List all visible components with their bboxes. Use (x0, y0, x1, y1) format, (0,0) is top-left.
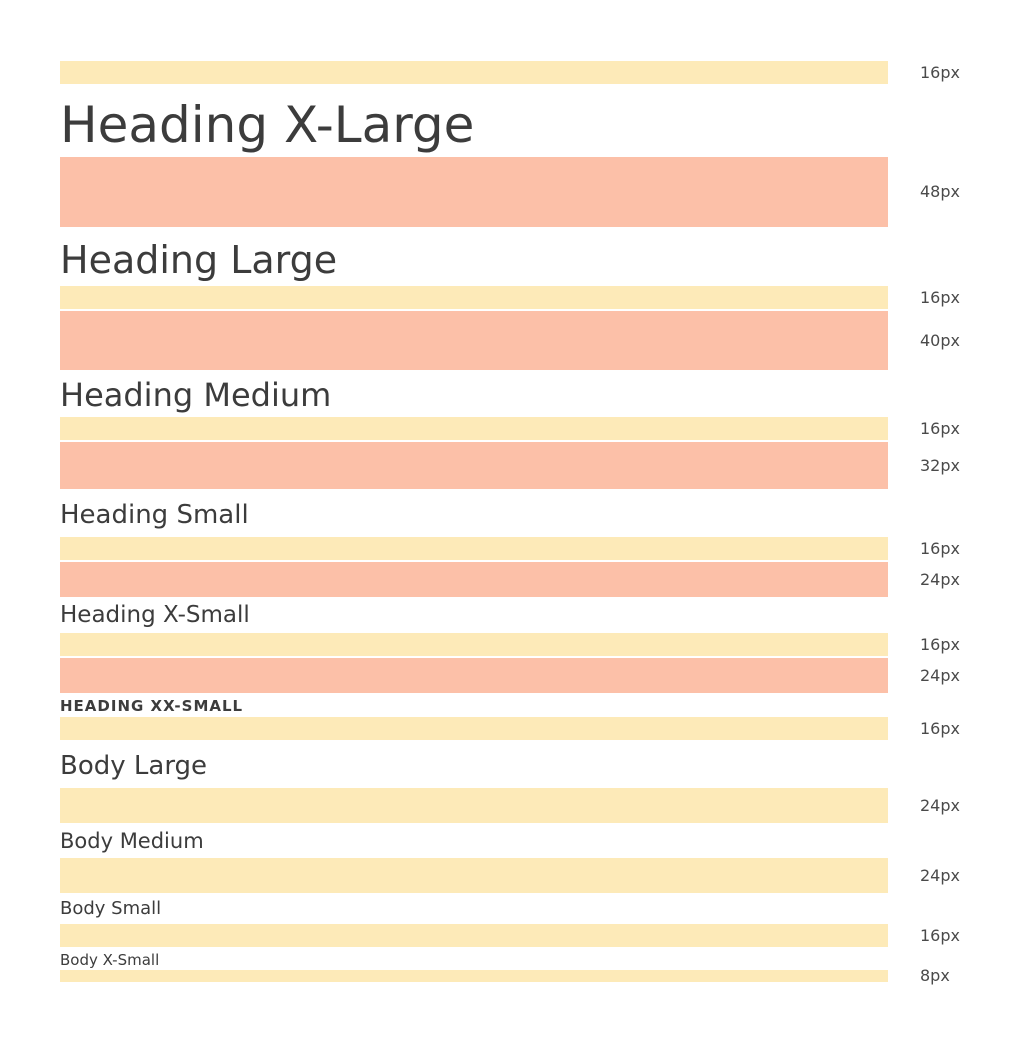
spacing-label: 16px (920, 287, 960, 307)
type-sample-b-s: Body Small (60, 898, 162, 919)
spacing-band-yellow (60, 717, 888, 740)
type-sample-h-l: Heading Large (60, 238, 338, 282)
spacing-label: 40px (920, 330, 960, 350)
spacing-band-yellow (60, 788, 888, 823)
spacing-label: 16px (920, 538, 960, 558)
spacing-band-yellow (60, 537, 888, 560)
spacing-band-salmon (60, 157, 888, 227)
spacing-band-salmon (60, 562, 888, 597)
spacing-band-yellow (60, 417, 888, 440)
spacing-label: 16px (920, 634, 960, 654)
spacing-label: 16px (920, 418, 960, 438)
spacing-label: 24px (920, 665, 960, 685)
spacing-band-yellow (60, 633, 888, 656)
spacing-band-salmon (60, 658, 888, 693)
spacing-band-salmon (60, 442, 888, 489)
type-sample-b-xs: Body X-Small (60, 950, 160, 969)
spacing-label: 48px (920, 182, 960, 201)
spacing-label: 24px (920, 569, 960, 589)
type-sample-h-xl: Heading X-Large (60, 96, 475, 154)
spacing-label: 16px (920, 62, 960, 82)
type-sample-b-l: Body Large (60, 751, 208, 781)
type-sample-h-xxs: HEADING XX-SMALL (60, 696, 244, 715)
spacing-label: 24px (920, 795, 960, 815)
spacing-label: 16px (920, 925, 960, 945)
type-sample-h-s: Heading Small (60, 500, 249, 530)
type-sample-h-xs: Heading X-Small (60, 601, 250, 628)
spacing-label: 32px (920, 455, 960, 475)
spacing-label: 16px (920, 718, 960, 738)
spacing-label: 24px (920, 865, 960, 885)
type-sample-b-m: Body Medium (60, 828, 204, 853)
spacing-band-yellow (60, 924, 888, 947)
spacing-band-yellow (60, 61, 888, 84)
spacing-band-yellow (60, 858, 888, 893)
spacing-band-salmon (60, 311, 888, 370)
spacing-label: 8px (920, 966, 950, 985)
spacing-band-yellow (60, 970, 888, 982)
type-sample-h-m: Heading Medium (60, 376, 332, 414)
spacing-band-yellow (60, 286, 888, 309)
